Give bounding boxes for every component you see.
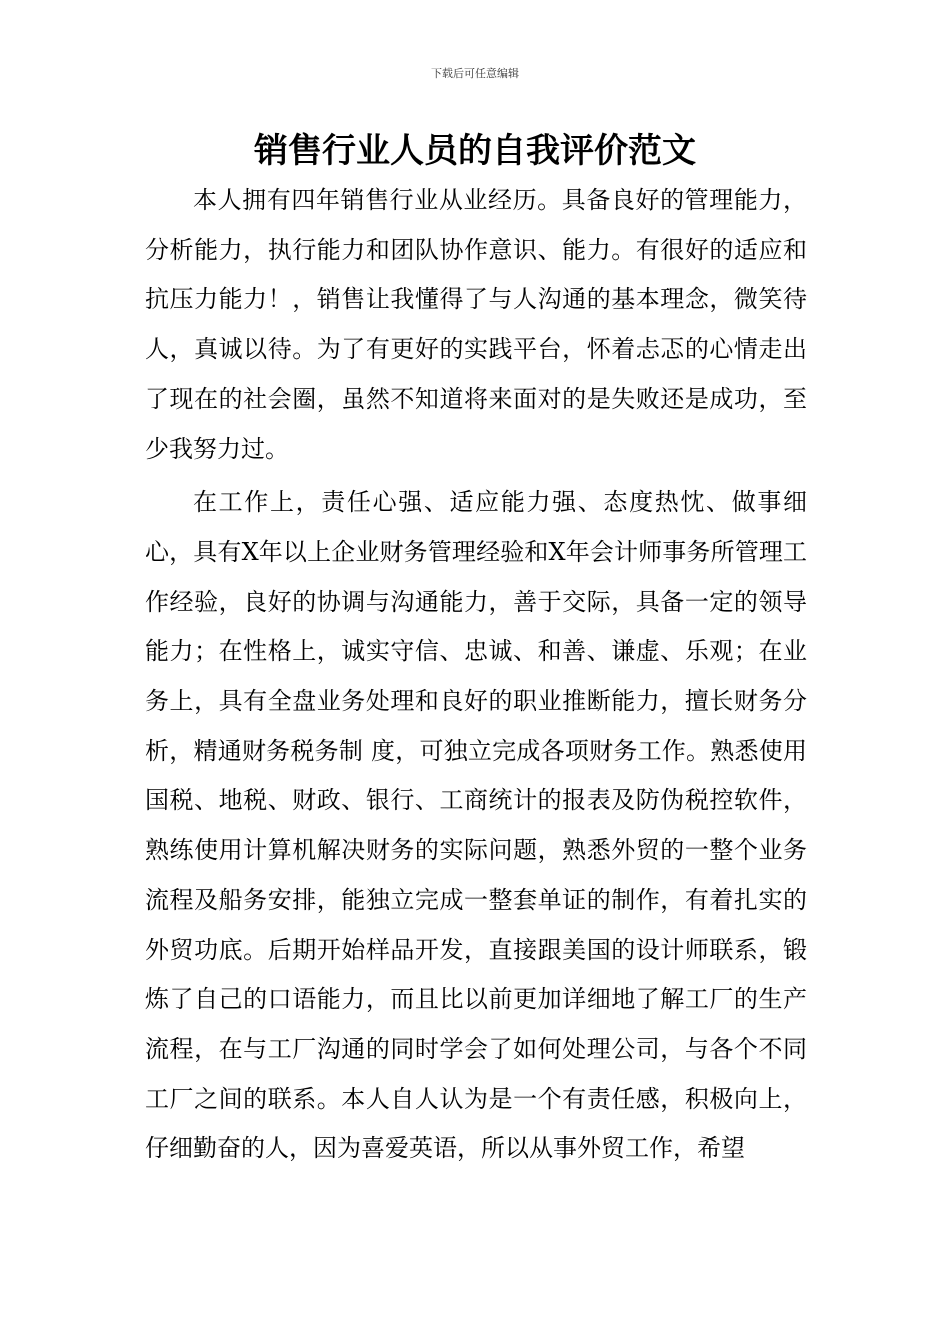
header-note: 下载后可任意编辑 <box>431 67 519 80</box>
paragraph-2: 在工作上，责任心强、适应能力强、态度热忱、做事细心，具有X年以上企业财务管理经验和X年会计师事务所管理工作经验，良好的协调与沟通能力，善于交际，具备一定的领导能力；在性格上，诚实守信、忠诚、和善、谦虚、乐观；在业务上，具有全盘业务处理和良好的职业推断能力，擅长财务分析，精通财务税务制 度，可独立完成各项财务工作。熟悉使用国税、地税、财政、银行、工商统计的报表及防伪税控软件，熟练使用计算机解决财务的实际问题，熟悉外贸的一整个业务流程及船务安排，能独立完成一整套单证的制作，有着扎实的外贸功底。后期开始样品开发，直接跟美国的设计师联系，锻炼了自己的口语能力，而且比以前更加详细地了解工厂的生产流程，在与工厂沟通的同时学会了如何处理公司，与各个不同工厂之间的联系。本人自人认为是一个有责任感，积极向上，仔细勤奋的人，因为喜爱英语，所以从事外贸工作，希望 <box>145 488 807 1163</box>
document-title: 销售行业人员的自我评价范文 <box>254 131 696 171</box>
document-body <box>145 176 807 1174</box>
paragraph-1: 本人拥有四年销售行业从业经历。具备良好的管理能力，分析能力，执行能力和团队协作意识、能力。有很好的适应和抗压力能力！，销售让我懂得了与人沟通的基本理念，微笑待人，真诚以待。为了有更好的实践平台，怀着忐忑的心情走出了现在的社会圈，虽然不知道将来面对的是失败还是成功，至少我努力过。 <box>145 186 807 463</box>
